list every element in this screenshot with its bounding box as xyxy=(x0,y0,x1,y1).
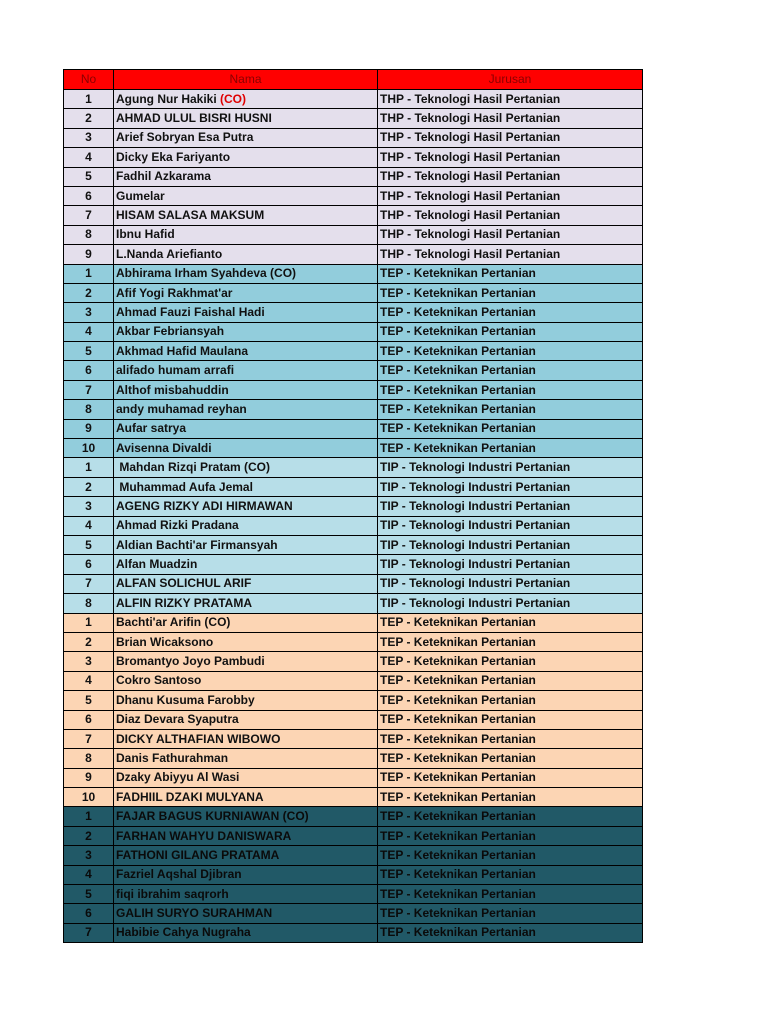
member-name: Aufar satrya xyxy=(116,421,187,436)
cell-no: 9 xyxy=(64,768,114,787)
cell-no: 4 xyxy=(64,516,114,535)
cell-nama xyxy=(114,885,378,904)
cell-jurusan: TEP - Keteknikan Pertanian xyxy=(378,729,643,748)
member-name: Bachti'ar Arifin (CO) xyxy=(116,615,231,630)
cell-jurusan: TEP - Keteknikan Pertanian xyxy=(378,749,643,768)
table-row xyxy=(64,167,643,186)
member-name: Brian Wicaksono xyxy=(116,634,214,649)
cell-nama xyxy=(114,516,378,535)
member-name: Muhammad Aufa Jemal xyxy=(116,479,253,494)
table-row xyxy=(64,186,643,205)
cell-no: 6 xyxy=(64,361,114,380)
table-row xyxy=(64,691,643,710)
cell-jurusan: TEP - Keteknikan Pertanian xyxy=(378,322,643,341)
cell-no: 5 xyxy=(64,691,114,710)
cell-no: 4 xyxy=(64,148,114,167)
member-name: Fazriel Aqshal Djibran xyxy=(116,867,242,882)
member-name: Ahmad Fauzi Faishal Hadi xyxy=(116,304,265,319)
cell-jurusan: THP - Teknologi Hasil Pertanian xyxy=(378,148,643,167)
table-row xyxy=(64,923,643,942)
cell-no: 6 xyxy=(64,555,114,574)
cell-no: 8 xyxy=(64,400,114,419)
cell-jurusan: TEP - Keteknikan Pertanian xyxy=(378,768,643,787)
cell-no: 3 xyxy=(64,652,114,671)
member-name: L.Nanda Ariefianto xyxy=(116,246,223,261)
cell-jurusan: TEP - Keteknikan Pertanian xyxy=(378,652,643,671)
cell-nama xyxy=(114,128,378,147)
cell-nama xyxy=(114,342,378,361)
cell-nama xyxy=(114,691,378,710)
member-name: Fadhil Azkarama xyxy=(116,169,211,184)
cell-no: 2 xyxy=(64,283,114,302)
table-row xyxy=(64,439,643,458)
cell-nama xyxy=(114,90,378,109)
member-name: ALFAN SOLICHUL ARIF xyxy=(116,576,252,591)
cell-nama xyxy=(114,322,378,341)
cell-no: 5 xyxy=(64,342,114,361)
cell-no: 2 xyxy=(64,826,114,845)
member-name: AHMAD ULUL BISRI HUSNI xyxy=(116,111,272,126)
cell-nama xyxy=(114,283,378,302)
cell-jurusan: TIP - Teknologi Industri Pertanian xyxy=(378,458,643,477)
cell-nama xyxy=(114,632,378,651)
table-row xyxy=(64,516,643,535)
member-name: Avisenna Divaldi xyxy=(116,440,212,455)
table-row xyxy=(64,632,643,651)
cell-no: 1 xyxy=(64,264,114,283)
member-name: DICKY ALTHAFIAN WIBOWO xyxy=(116,731,281,746)
cell-no: 6 xyxy=(64,186,114,205)
cell-nama xyxy=(114,439,378,458)
table-row xyxy=(64,90,643,109)
cell-no: 9 xyxy=(64,419,114,438)
cell-jurusan: TEP - Keteknikan Pertanian xyxy=(378,439,643,458)
cell-jurusan: TEP - Keteknikan Pertanian xyxy=(378,671,643,690)
cell-no: 8 xyxy=(64,225,114,244)
cell-no: 5 xyxy=(64,167,114,186)
table-row xyxy=(64,535,643,554)
cell-jurusan: THP - Teknologi Hasil Pertanian xyxy=(378,206,643,225)
member-name: HISAM SALASA MAKSUM xyxy=(116,208,265,223)
cell-nama xyxy=(114,303,378,322)
cell-jurusan: TEP - Keteknikan Pertanian xyxy=(378,380,643,399)
cell-nama xyxy=(114,749,378,768)
member-name: ALFIN RIZKY PRATAMA xyxy=(116,595,252,610)
cell-nama xyxy=(114,458,378,477)
member-name: Gumelar xyxy=(116,188,165,203)
cell-no: 1 xyxy=(64,613,114,632)
cell-no: 5 xyxy=(64,535,114,554)
member-name: FATHONI GILANG PRATAMA xyxy=(116,847,280,862)
cell-no: 10 xyxy=(64,788,114,807)
cell-nama xyxy=(114,400,378,419)
coordinator-tag: (CO) xyxy=(220,91,247,106)
cell-jurusan: THP - Teknologi Hasil Pertanian xyxy=(378,225,643,244)
table-row xyxy=(64,710,643,729)
table-row xyxy=(64,497,643,516)
member-name: GALIH SURYO SURAHMAN xyxy=(116,906,273,921)
member-name: Ahmad Rizki Pradana xyxy=(116,518,239,533)
cell-jurusan: TEP - Keteknikan Pertanian xyxy=(378,419,643,438)
cell-jurusan: TEP - Keteknikan Pertanian xyxy=(378,788,643,807)
cell-nama xyxy=(114,923,378,942)
member-name: Abhirama Irham Syahdeva (CO) xyxy=(116,266,297,281)
member-name: FAJAR BAGUS KURNIAWAN (CO) xyxy=(116,809,309,824)
table-row xyxy=(64,574,643,593)
cell-nama xyxy=(114,477,378,496)
cell-no: 2 xyxy=(64,477,114,496)
cell-nama xyxy=(114,206,378,225)
cell-no: 4 xyxy=(64,865,114,884)
table-row xyxy=(64,652,643,671)
table-row xyxy=(64,245,643,264)
cell-nama xyxy=(114,652,378,671)
cell-jurusan: TEP - Keteknikan Pertanian xyxy=(378,400,643,419)
table-row xyxy=(64,342,643,361)
cell-jurusan: TIP - Teknologi Industri Pertanian xyxy=(378,516,643,535)
table-row xyxy=(64,846,643,865)
member-name: Akbar Febriansyah xyxy=(116,324,225,339)
table-row xyxy=(64,419,643,438)
cell-no: 1 xyxy=(64,90,114,109)
cell-jurusan: TEP - Keteknikan Pertanian xyxy=(378,691,643,710)
cell-no: 7 xyxy=(64,574,114,593)
cell-no: 7 xyxy=(64,206,114,225)
table-row xyxy=(64,594,643,613)
table-row xyxy=(64,380,643,399)
table-row xyxy=(64,807,643,826)
member-name: Dhanu Kusuma Farobby xyxy=(116,692,255,707)
cell-jurusan: THP - Teknologi Hasil Pertanian xyxy=(378,186,643,205)
table-row xyxy=(64,128,643,147)
cell-jurusan: TEP - Keteknikan Pertanian xyxy=(378,264,643,283)
cell-no: 6 xyxy=(64,710,114,729)
cell-nama xyxy=(114,225,378,244)
member-name: Arief Sobryan Esa Putra xyxy=(116,130,254,145)
table-row xyxy=(64,109,643,128)
table-row xyxy=(64,303,643,322)
table-row xyxy=(64,749,643,768)
cell-nama xyxy=(114,710,378,729)
member-name: AGENG RIZKY ADI HIRMAWAN xyxy=(116,498,293,513)
member-name: andy muhamad reyhan xyxy=(116,401,247,416)
cell-jurusan: TEP - Keteknikan Pertanian xyxy=(378,923,643,942)
cell-no: 7 xyxy=(64,923,114,942)
member-name: Agung Nur Hakiki xyxy=(116,91,221,106)
cell-jurusan: THP - Teknologi Hasil Pertanian xyxy=(378,128,643,147)
cell-nama xyxy=(114,768,378,787)
table-row xyxy=(64,225,643,244)
table-row xyxy=(64,148,643,167)
cell-jurusan: TEP - Keteknikan Pertanian xyxy=(378,342,643,361)
cell-nama xyxy=(114,148,378,167)
cell-jurusan: TEP - Keteknikan Pertanian xyxy=(378,885,643,904)
cell-no: 4 xyxy=(64,671,114,690)
cell-jurusan: TIP - Teknologi Industri Pertanian xyxy=(378,497,643,516)
member-name: Bromantyo Joyo Pambudi xyxy=(116,654,265,669)
table-row xyxy=(64,361,643,380)
cell-nama xyxy=(114,846,378,865)
cell-nama xyxy=(114,788,378,807)
cell-no: 3 xyxy=(64,846,114,865)
cell-jurusan: THP - Teknologi Hasil Pertanian xyxy=(378,90,643,109)
cell-no: 7 xyxy=(64,729,114,748)
cell-jurusan: THP - Teknologi Hasil Pertanian xyxy=(378,245,643,264)
table-row xyxy=(64,729,643,748)
cell-no: 1 xyxy=(64,458,114,477)
cell-no: 3 xyxy=(64,303,114,322)
cell-no: 1 xyxy=(64,807,114,826)
cell-nama xyxy=(114,613,378,632)
member-name: Habibie Cahya Nugraha xyxy=(116,925,251,940)
header-jurusan: Jurusan xyxy=(378,70,643,90)
cell-nama xyxy=(114,497,378,516)
cell-jurusan: TEP - Keteknikan Pertanian xyxy=(378,613,643,632)
cell-nama xyxy=(114,186,378,205)
table-row xyxy=(64,904,643,923)
table-row xyxy=(64,458,643,477)
table-row xyxy=(64,322,643,341)
cell-jurusan: TEP - Keteknikan Pertanian xyxy=(378,303,643,322)
cell-no: 2 xyxy=(64,632,114,651)
table-row xyxy=(64,264,643,283)
table-row xyxy=(64,477,643,496)
table-row xyxy=(64,885,643,904)
table-row xyxy=(64,768,643,787)
table-row xyxy=(64,283,643,302)
cell-jurusan: TEP - Keteknikan Pertanian xyxy=(378,826,643,845)
member-name: Mahdan Rizqi Pratam (CO) xyxy=(116,460,271,475)
table-row xyxy=(64,206,643,225)
cell-no: 3 xyxy=(64,497,114,516)
member-name: Diaz Devara Syaputra xyxy=(116,712,239,727)
header-nama: Nama xyxy=(114,70,378,90)
member-name: Dicky Eka Fariyanto xyxy=(116,149,231,164)
cell-no: 8 xyxy=(64,749,114,768)
cell-jurusan: TEP - Keteknikan Pertanian xyxy=(378,632,643,651)
cell-nama xyxy=(114,904,378,923)
cell-no: 9 xyxy=(64,245,114,264)
table-body xyxy=(64,90,643,943)
cell-no: 5 xyxy=(64,885,114,904)
member-name: Althof misbahuddin xyxy=(116,382,229,397)
table-row xyxy=(64,826,643,845)
cell-jurusan: TEP - Keteknikan Pertanian xyxy=(378,846,643,865)
cell-nama xyxy=(114,264,378,283)
cell-no: 8 xyxy=(64,594,114,613)
member-table xyxy=(63,69,643,943)
table-row xyxy=(64,555,643,574)
member-name: FADHIIL DZAKI MULYANA xyxy=(116,789,264,804)
member-name: Ibnu Hafid xyxy=(116,227,175,242)
cell-nama xyxy=(114,807,378,826)
cell-jurusan: TEP - Keteknikan Pertanian xyxy=(378,361,643,380)
table-row xyxy=(64,613,643,632)
cell-nama xyxy=(114,535,378,554)
cell-nama xyxy=(114,671,378,690)
member-name: Danis Fathurahman xyxy=(116,750,229,765)
cell-jurusan: TIP - Teknologi Industri Pertanian xyxy=(378,574,643,593)
cell-nama xyxy=(114,361,378,380)
member-name: Aldian Bachti'ar Firmansyah xyxy=(116,537,278,552)
cell-jurusan: TEP - Keteknikan Pertanian xyxy=(378,710,643,729)
cell-jurusan: TIP - Teknologi Industri Pertanian xyxy=(378,477,643,496)
table-row xyxy=(64,865,643,884)
cell-nama xyxy=(114,380,378,399)
table-row xyxy=(64,671,643,690)
cell-no: 10 xyxy=(64,439,114,458)
member-name: Akhmad Hafid Maulana xyxy=(116,343,249,358)
cell-no: 7 xyxy=(64,380,114,399)
header-row xyxy=(64,70,643,90)
cell-jurusan: THP - Teknologi Hasil Pertanian xyxy=(378,109,643,128)
table-row xyxy=(64,400,643,419)
header-no: No xyxy=(64,70,114,90)
cell-jurusan: TEP - Keteknikan Pertanian xyxy=(378,283,643,302)
cell-nama xyxy=(114,865,378,884)
cell-no: 4 xyxy=(64,322,114,341)
cell-no: 3 xyxy=(64,128,114,147)
cell-nama xyxy=(114,555,378,574)
member-name: Cokro Santoso xyxy=(116,673,202,688)
cell-jurusan: TEP - Keteknikan Pertanian xyxy=(378,904,643,923)
cell-jurusan: TIP - Teknologi Industri Pertanian xyxy=(378,535,643,554)
member-name: alifado humam arrafi xyxy=(116,363,235,378)
cell-no: 2 xyxy=(64,109,114,128)
member-name: Dzaky Abiyyu Al Wasi xyxy=(116,770,240,785)
cell-no: 6 xyxy=(64,904,114,923)
cell-nama xyxy=(114,826,378,845)
member-name: Afif Yogi Rakhmat'ar xyxy=(116,285,233,300)
cell-jurusan: TIP - Teknologi Industri Pertanian xyxy=(378,555,643,574)
cell-nama xyxy=(114,109,378,128)
cell-jurusan: TEP - Keteknikan Pertanian xyxy=(378,865,643,884)
member-name: fiqi ibrahim saqrorh xyxy=(116,886,229,901)
cell-nama xyxy=(114,729,378,748)
cell-nama xyxy=(114,594,378,613)
cell-jurusan: TEP - Keteknikan Pertanian xyxy=(378,807,643,826)
table-row xyxy=(64,788,643,807)
cell-nama xyxy=(114,167,378,186)
member-name: FARHAN WAHYU DANISWARA xyxy=(116,828,292,843)
cell-nama xyxy=(114,574,378,593)
cell-jurusan: THP - Teknologi Hasil Pertanian xyxy=(378,167,643,186)
cell-jurusan: TIP - Teknologi Industri Pertanian xyxy=(378,594,643,613)
cell-nama xyxy=(114,245,378,264)
cell-nama xyxy=(114,419,378,438)
member-name: Alfan Muadzin xyxy=(116,557,198,572)
